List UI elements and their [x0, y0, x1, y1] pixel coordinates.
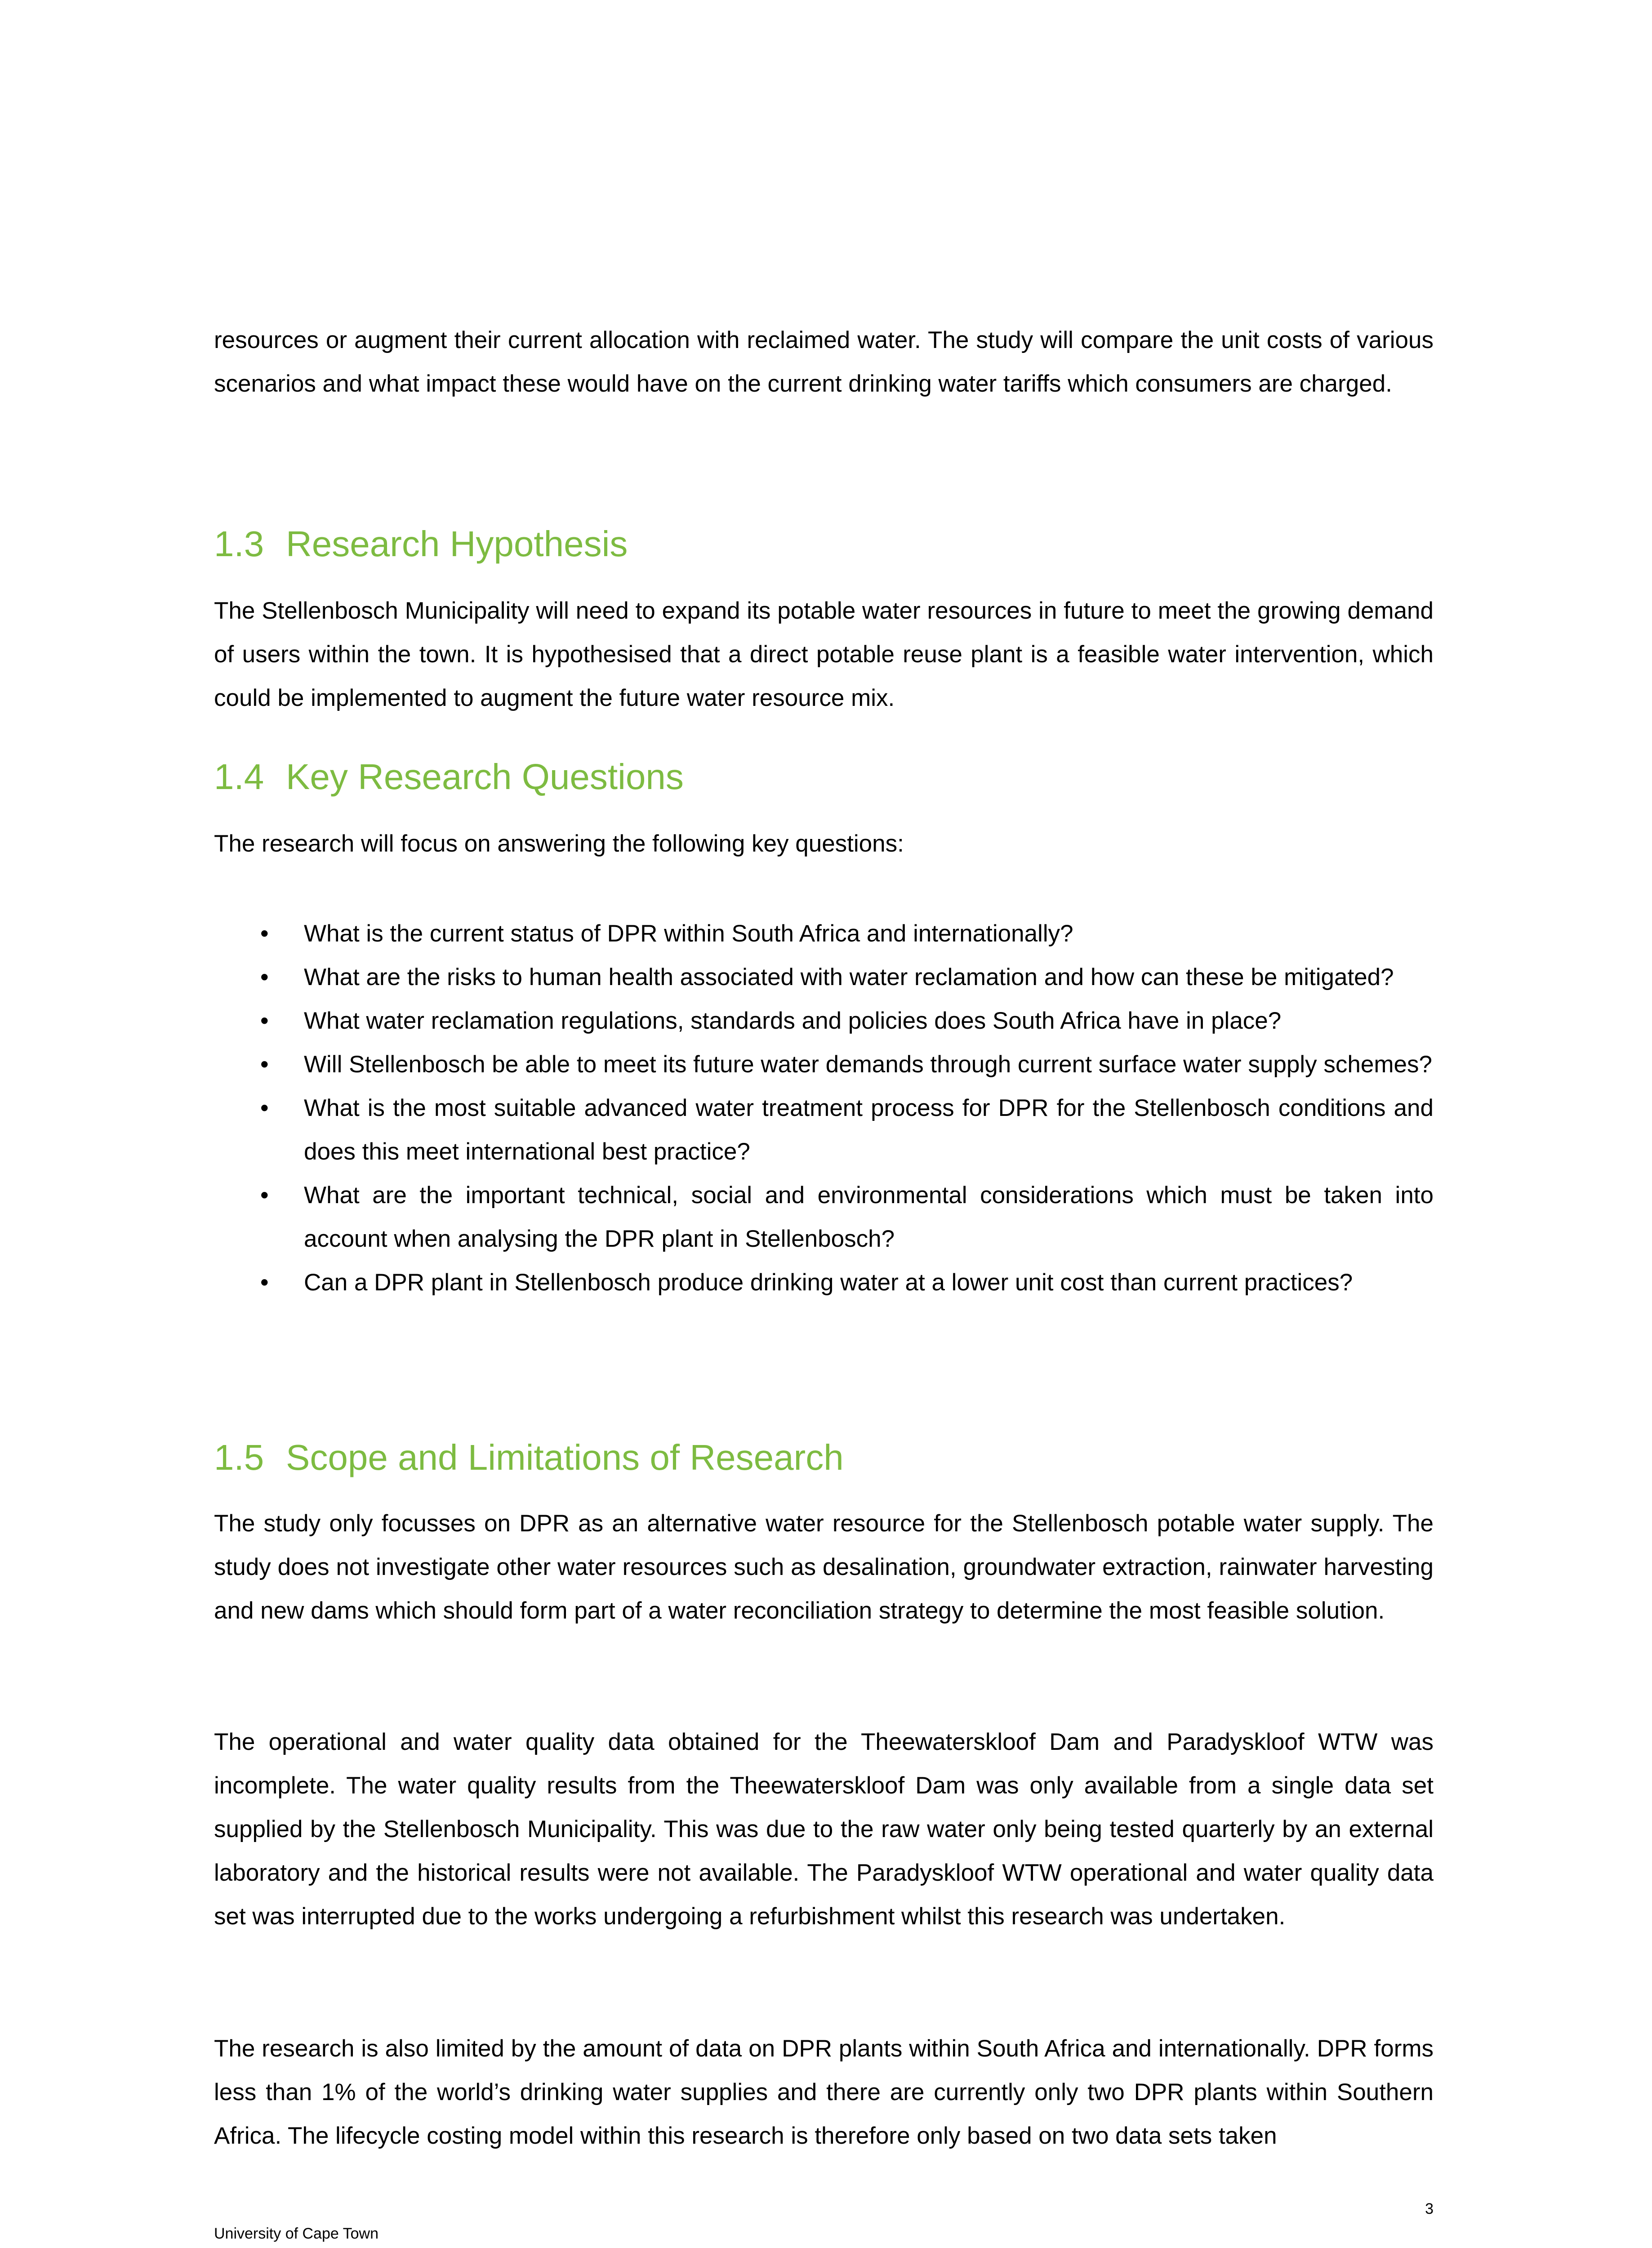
question-text: What is the most suitable advanced water treatment process for DPR for the Stellenbosch conditions and does this meet international best practice? — [304, 1095, 1434, 1165]
list-item — [214, 1261, 1434, 1304]
bullet-icon: • — [260, 1051, 269, 1078]
bullet-icon: • — [260, 964, 269, 990]
bullet-icon: • — [260, 1008, 269, 1034]
question-text: What are the risks to human health associated with water reclamation and how can these be mitigated? — [304, 964, 1394, 990]
list-item — [214, 1043, 1434, 1086]
section-title: Key Research Questions — [286, 757, 684, 797]
section-number: 1.3 — [214, 524, 264, 564]
list-item — [214, 912, 1434, 955]
section-number: 1.4 — [214, 757, 264, 797]
question-text: Can a DPR plant in Stellenbosch produce drinking water at a lower unit cost than current practices? — [304, 1269, 1353, 1296]
list-item — [214, 955, 1434, 999]
questions-intro-block — [214, 822, 1434, 865]
question-text: Will Stellenbosch be able to meet its future water demands through current surface water supply schemes? — [304, 1051, 1432, 1078]
bullet-icon: • — [260, 1269, 269, 1296]
hypothesis-block — [214, 589, 1434, 720]
question-text: What is the current status of DPR within South Africa and internationally? — [304, 920, 1073, 947]
section-number: 1.5 — [214, 1437, 264, 1477]
intro-paragraph: resources or augment their current allocation with reclaimed water. The study will compare the unit costs of various scenarios and what impact these would have on the current drinking water tariffs which consumers are charged. — [214, 327, 1434, 397]
hypothesis-paragraph: The Stellenbosch Municipality will need to expand its potable water resources in future to meet the growing demand of users within the town. It is hypothesised that a direct potable reuse plant is a feasible water intervention, which could be implemented to augment the future water resource mix. — [214, 598, 1434, 711]
page-number: 3 — [1425, 2200, 1434, 2217]
scope-paragraph-1-block — [214, 1502, 1434, 1632]
intro-paragraph-block — [214, 318, 1434, 406]
heading-research-hypothesis — [214, 522, 628, 566]
scope-paragraph-2-block — [214, 1720, 1434, 1938]
questions-intro: The research will focus on answering the following key questions: — [214, 830, 904, 857]
section-title: Scope and Limitations of Research — [286, 1437, 844, 1477]
list-item — [214, 999, 1434, 1043]
question-text: What water reclamation regulations, standards and policies does South Africa have in place? — [304, 1008, 1282, 1034]
heading-key-research-questions — [214, 754, 684, 799]
question-text: What are the important technical, social and environmental considerations which must be taken into account when analysing the DPR plant in Stellenbosch? — [304, 1182, 1434, 1252]
scope-paragraph: The study only focusses on DPR as an alternative water resource for the Stellenbosch potable water supply. The study does not investigate other water resources such as desalination, groundwater extraction, rainwater harvesting and new dams which should form part of a water reconciliation strategy to determine the most feasible solution. — [214, 1510, 1434, 1624]
list-item — [214, 1086, 1434, 1173]
bullet-icon: • — [260, 920, 269, 947]
list-item — [214, 1173, 1434, 1261]
questions-list — [214, 912, 1434, 1304]
scope-paragraph: The operational and water quality data obtained for the Theewaterskloof Dam and Paradyskloof WTW was incomplete. The water quality results from the Theewaterskloof Dam was only available from a single data set supplied by the Stellenbosch Municipality. This was due to the raw water only being tested quarterly by an external laboratory and the historical results were not available. The Paradyskloof WTW operational and water quality data set was interrupted due to the works undergoing a refurbishment whilst this research was undertaken. — [214, 1729, 1434, 1930]
section-title: Research Hypothesis — [286, 524, 628, 564]
scope-paragraph: The research is also limited by the amount of data on DPR plants within South Africa and internationally. DPR forms less than 1% of the world’s drinking water supplies and there are currently only two DPR plants within Southern Africa. The lifecycle costing model within this research is therefore only based on two data sets taken — [214, 2035, 1434, 2149]
scope-paragraph-3-block — [214, 2027, 1434, 2158]
bullet-icon: • — [260, 1095, 269, 1121]
bullet-icon: • — [260, 1182, 269, 1209]
footer-institution: University of Cape Town — [214, 2225, 378, 2242]
heading-scope-and-limitations — [214, 1435, 844, 1480]
